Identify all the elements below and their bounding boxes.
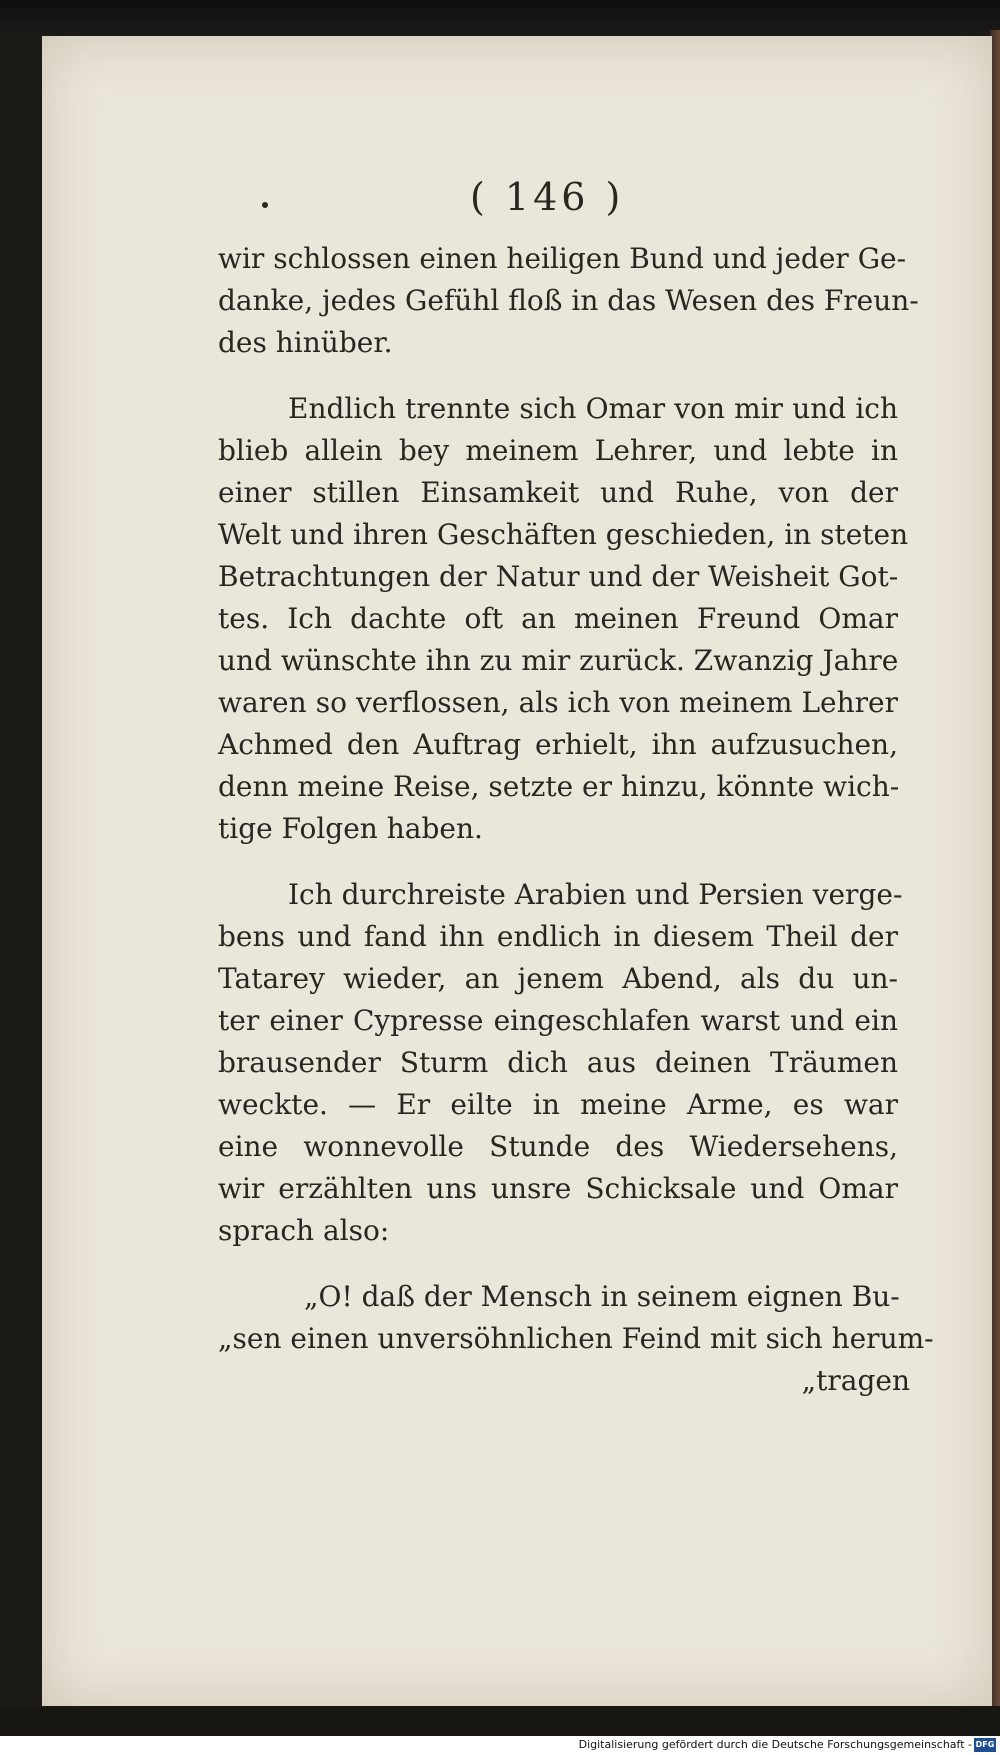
text-line: tige Folgen haben. xyxy=(218,812,483,845)
dfg-logo: DFG xyxy=(974,1738,996,1752)
footer-bar xyxy=(0,1736,1000,1755)
margin-mark xyxy=(262,202,268,208)
page-number: ( 146 ) xyxy=(470,175,625,219)
text-line: wir schlossen einen heiligen Bund und jeder Ge- xyxy=(218,242,907,275)
text-line: brausender Sturm dich aus deinen Träumen xyxy=(218,1046,898,1079)
text-line: bens und fand ihn endlich in diesem Theil der xyxy=(218,920,898,953)
text-line: Endlich trennte sich Omar von mir und ich xyxy=(288,392,898,425)
text-line: danke, jedes Gefühl floß in das Wesen des Freun- xyxy=(218,284,919,317)
text-line: „sen einen unversöhnlichen Feind mit sich herum- xyxy=(218,1322,934,1355)
text-line: „O! daß der Mensch in seinem eignen Bu- xyxy=(304,1280,900,1313)
text-line: und wünschte ihn zu mir zurück. Zwanzig Jahre xyxy=(218,644,899,677)
text-line: blieb allein bey meinem Lehrer, und lebte in xyxy=(218,434,898,467)
text-line: Tatarey wieder, an jenem Abend, als du un- xyxy=(218,962,898,995)
text-line: weckte. — Er eilte in meine Arme, es war xyxy=(218,1088,898,1121)
text-line: tes. Ich dachte oft an meinen Freund Omar xyxy=(218,602,898,635)
text-line: denn meine Reise, setzte er hinzu, könnte wich- xyxy=(218,770,900,803)
text-line: des hinüber. xyxy=(218,326,393,359)
text-line: Welt und ihren Geschäften geschieden, in steten xyxy=(218,518,909,551)
text-line: Ich durchreiste Arabien und Persien verge- xyxy=(288,878,903,911)
text-line: eine wonnevolle Stunde des Wiedersehens, xyxy=(218,1130,898,1163)
funding-credit: Digitalisierung gefördert durch die Deutsche Forschungsgemeinschaft - xyxy=(578,1738,972,1751)
text-line: einer stillen Einsamkeit und Ruhe, von der xyxy=(218,476,898,509)
text-line: Achmed den Auftrag erhielt, ihn aufzusuchen, xyxy=(218,728,898,761)
scan-background-bottom xyxy=(0,1706,1000,1736)
text-line: sprach also: xyxy=(218,1214,390,1247)
text-line: waren so verflossen, als ich von meinem Lehrer xyxy=(218,686,898,719)
text-line: Betrachtungen der Natur und der Weisheit Got- xyxy=(218,560,899,593)
text-line: ter einer Cypresse eingeschlafen warst und ein xyxy=(218,1004,898,1037)
text-line: wir erzählten uns unsre Schicksale und Omar xyxy=(218,1172,898,1205)
catchword: „tragen xyxy=(801,1364,910,1397)
scan-background-top xyxy=(0,0,1000,40)
